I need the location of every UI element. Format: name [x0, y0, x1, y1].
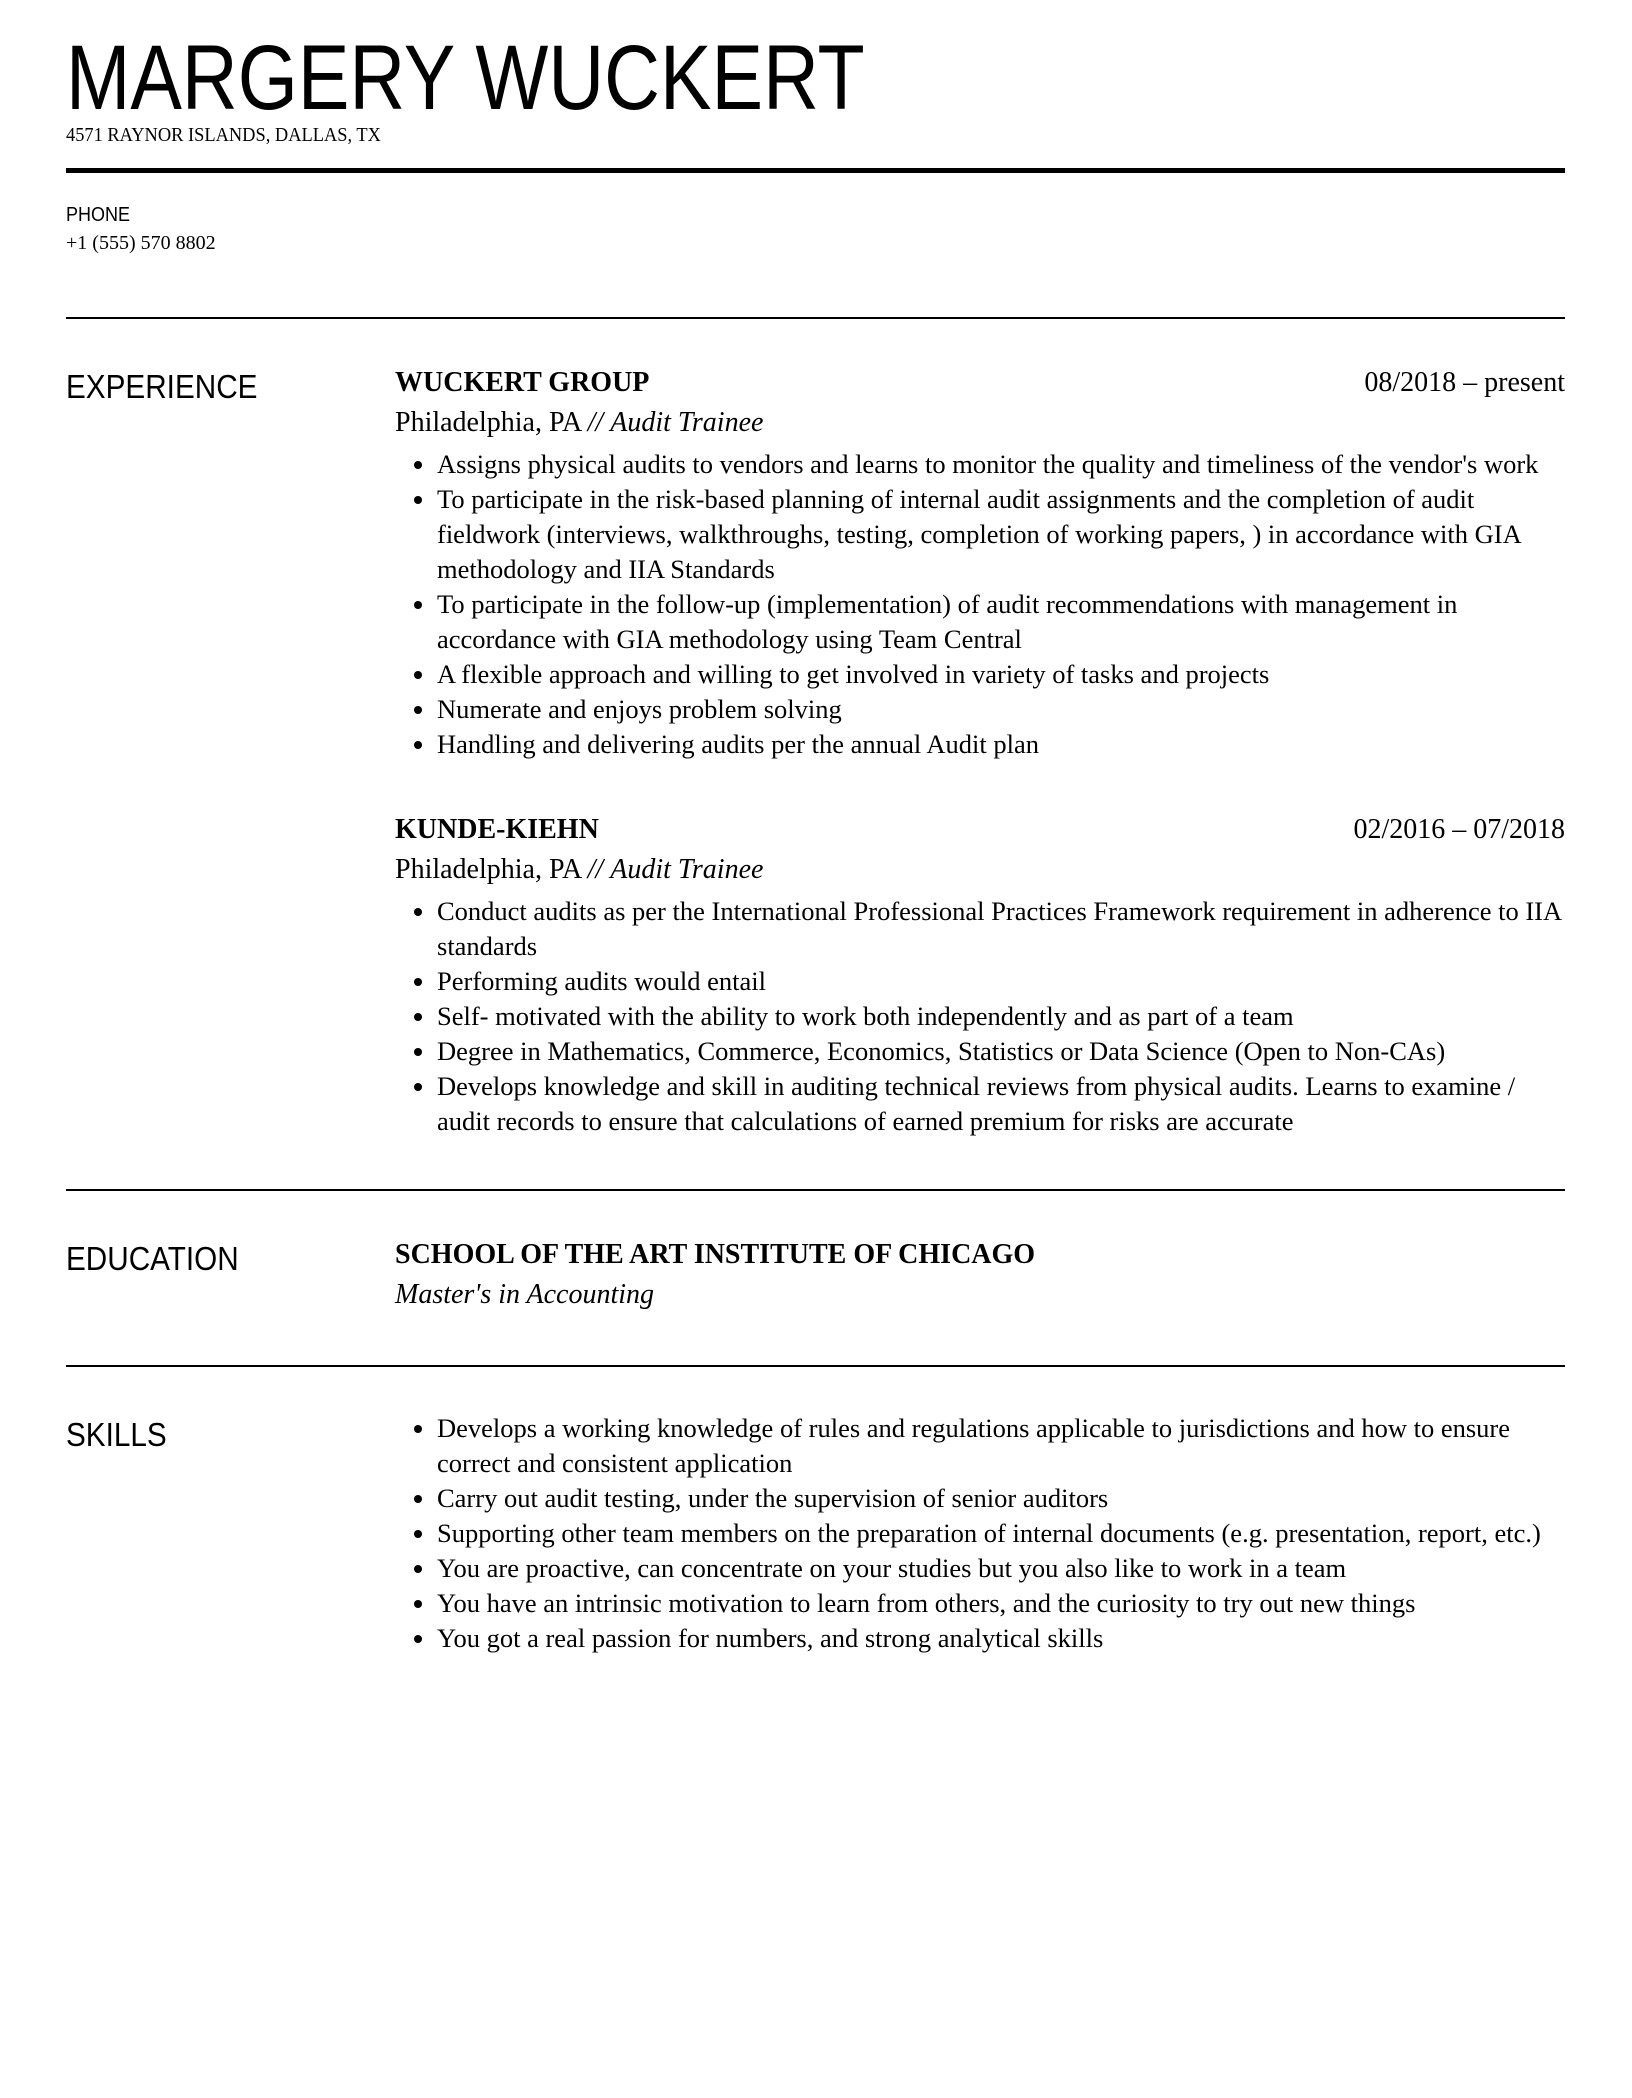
job-subtitle — [395, 850, 1565, 890]
bullet-item: • Numerate and enjoys problem solving — [437, 692, 1565, 727]
experience-list — [395, 363, 1565, 1139]
contact-block — [66, 173, 1565, 317]
job-dates: 02/2016 – 07/2018 — [1353, 814, 1565, 845]
phone-number: +1 (555) 570 8802 — [66, 232, 216, 254]
bullet-item: • Assigns physical audits to vendors and learns to monitor the quality and timeliness of the vendor's work — [437, 447, 1565, 482]
education-heading: EDUCATION — [66, 1240, 239, 1277]
separator: // — [587, 407, 604, 438]
job-entry — [395, 363, 1565, 762]
skill-item: • You are proactive, can concentrate on your studies but you also like to work in a team — [437, 1551, 1565, 1586]
job-location: Philadelphia, PA — [395, 854, 581, 885]
bullet-item: • To participate in the risk-based planning of internal audit assignments and the completion of audit fieldwork (interviews, walkthroughs, testing, completion of working papers, ) in accordance with GIA methodology and IIA Standards — [437, 482, 1565, 587]
skill-item: • Carry out audit testing, under the supervision of senior auditors — [437, 1481, 1565, 1516]
experience-heading: EXPERIENCE — [66, 368, 258, 405]
job-role: Audit Trainee — [610, 407, 764, 438]
skill-item: • Supporting other team members on the preparation of internal documents (e.g. presentation, report, etc.) — [437, 1516, 1565, 1551]
job-subtitle — [395, 403, 1565, 443]
phone-label: PHONE — [66, 204, 131, 226]
bullet-item: • To participate in the follow-up (implementation) of audit recommendations with management in accordance with GIA methodology using Team Central — [437, 587, 1565, 657]
company-name: WUCKERT GROUP — [395, 367, 650, 398]
bullet-item: • Handling and delivering audits per the annual Audit plan — [437, 727, 1565, 762]
skills-heading: SKILLS — [66, 1416, 167, 1453]
job-entry — [395, 810, 1565, 1139]
experience-section — [66, 319, 1565, 1189]
candidate-name: MARGERY WUCKERT — [66, 27, 865, 129]
address: 4571 RAYNOR ISLANDS, DALLAS, TX — [66, 124, 381, 146]
job-dates: 08/2018 – present — [1364, 367, 1565, 398]
skill-item: • Develops a working knowledge of rules and regulations applicable to jurisdictions and how to ensure correct and consistent application — [437, 1411, 1565, 1481]
bullet-item: • Degree in Mathematics, Commerce, Economics, Statistics or Data Science (Open to Non-CAs) — [437, 1034, 1565, 1069]
bullet-item: • Performing audits would entail — [437, 964, 1565, 999]
job-bullets — [395, 447, 1565, 762]
skill-item: • You have an intrinsic motivation to learn from others, and the curiosity to try out new things — [437, 1586, 1565, 1621]
separator: // — [587, 854, 604, 885]
job-role: Audit Trainee — [610, 854, 764, 885]
bullet-item: • A flexible approach and willing to get involved in variety of tasks and projects — [437, 657, 1565, 692]
education-section — [66, 1191, 1565, 1365]
skills-section — [66, 1367, 1565, 1706]
bullet-item: • Develops knowledge and skill in auditing technical reviews from physical audits. Learns to examine / audit records to ensure that calculations of earned premium for risks are accurate — [437, 1069, 1565, 1139]
degree: Master's in Accounting — [395, 1279, 654, 1310]
skills-list — [395, 1411, 1565, 1656]
school-name: SCHOOL OF THE ART INSTITUTE OF CHICAGO — [395, 1239, 1036, 1270]
job-location: Philadelphia, PA — [395, 407, 581, 438]
bullet-item: • Conduct audits as per the International Professional Practices Framework requirement in adherence to IIA standards — [437, 894, 1565, 964]
bullet-item: • Self- motivated with the ability to work both independently and as part of a team — [437, 999, 1565, 1034]
company-name: KUNDE-KIEHN — [395, 814, 599, 845]
education-entry — [395, 1235, 1565, 1315]
job-bullets — [395, 894, 1565, 1139]
skill-item: • You got a real passion for numbers, and strong analytical skills — [437, 1621, 1565, 1656]
